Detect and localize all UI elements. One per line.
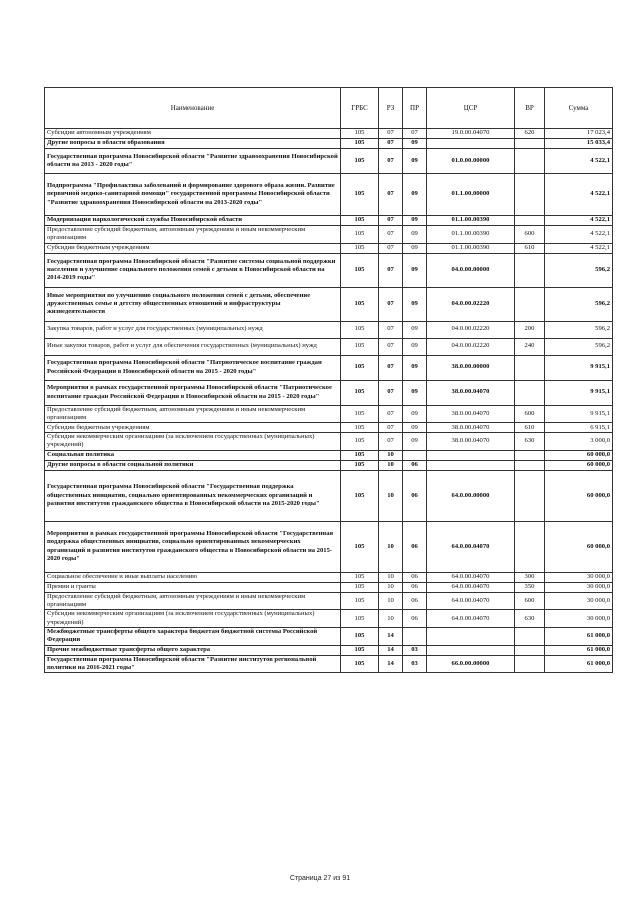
cell-csr [427, 460, 515, 470]
cell-rz: 10 [379, 521, 403, 572]
table-row [45, 321, 613, 338]
cell-sum: 60 000,0 [545, 460, 613, 470]
cell-vr: 600 [515, 405, 545, 423]
cell-csr: 38.0.00.04070 [427, 423, 515, 433]
cell-sum: 596,2 [545, 287, 613, 321]
cell-name: Модернизация наркологической службы Новосибирской области [45, 216, 341, 226]
cell-name: Межбюджетные трансферты общего характера бюджетам бюджетной системы Российской Федерации [45, 627, 341, 645]
cell-csr: 01.0.00.00000 [427, 149, 515, 174]
cell-pr: 09 [403, 253, 427, 287]
cell-rz: 07 [379, 405, 403, 423]
cell-pr: 09 [403, 433, 427, 451]
cell-sum: 4 522,1 [545, 149, 613, 174]
cell-vr: 600 [515, 592, 545, 610]
cell-name: Мероприятия в рамках государственной программы Новосибирской области "Патриотическое воспитание граждан Российской Федерации в Новосибирской области на 2015 - 2020 годы" [45, 380, 341, 405]
cell-grbs: 105 [341, 380, 379, 405]
cell-vr: 200 [515, 321, 545, 338]
cell-name: Премии и гранты [45, 582, 341, 592]
cell-rz: 07 [379, 149, 403, 174]
cell-sum: 30 000,0 [545, 582, 613, 592]
cell-csr: 38.0.00.04070 [427, 380, 515, 405]
cell-name: Иные закупки товаров, работ и услуг для обеспечения государственных (муниципальных) нужд [45, 338, 341, 355]
cell-name: Субсидии некоммерческим организациям (за исключением государственных (муниципальных) учреждений) [45, 610, 341, 628]
cell-csr [427, 627, 515, 645]
cell-name: Субсидии бюджетным учреждениям [45, 243, 341, 253]
cell-csr [427, 450, 515, 460]
cell-grbs: 105 [341, 139, 379, 149]
header-rz: РЗ [379, 88, 403, 129]
header-grbs: ГРБС [341, 88, 379, 129]
cell-vr: 300 [515, 572, 545, 582]
cell-rz: 07 [379, 243, 403, 253]
cell-pr: 06 [403, 610, 427, 628]
cell-sum: 30 000,0 [545, 610, 613, 628]
cell-sum: 596,2 [545, 321, 613, 338]
cell-csr: 64.0.00.04070 [427, 572, 515, 582]
cell-name: Предоставление субсидий бюджетным, автономным учреждениям и иным некоммерческим организациям [45, 226, 341, 244]
cell-csr [427, 645, 515, 655]
cell-grbs: 105 [341, 450, 379, 460]
cell-pr: 09 [403, 287, 427, 321]
cell-pr: 09 [403, 174, 427, 216]
cell-vr [515, 253, 545, 287]
cell-sum: 61 000,0 [545, 645, 613, 655]
table-row [45, 149, 613, 174]
table-row [45, 243, 613, 253]
cell-rz: 07 [379, 338, 403, 355]
cell-pr: 09 [403, 405, 427, 423]
cell-vr [515, 216, 545, 226]
cell-name: Государственная программа Новосибирской области "Государственная поддержка общественных инициатив, социально ориентированных некоммерческих организаций и развития институтов гражданского общества в Новосибирской области на 2015-2020 годы" [45, 470, 341, 521]
cell-rz: 07 [379, 174, 403, 216]
cell-sum: 4 522,1 [545, 226, 613, 244]
cell-name: Государственная программа Новосибирской области "Патриотическое воспитание граждан Российской Федерации в Новосибирской области на 2015 - 2020 годы" [45, 355, 341, 380]
cell-sum: 4 522,1 [545, 174, 613, 216]
cell-pr: 03 [403, 645, 427, 655]
cell-vr [515, 627, 545, 645]
cell-rz: 10 [379, 582, 403, 592]
table-row [45, 380, 613, 405]
cell-vr: 350 [515, 582, 545, 592]
cell-csr: 04.0.00.02220 [427, 338, 515, 355]
cell-name: Государственная программа Новосибирской области "Развитие здравоохранения Новосибирской области на 2013 - 2020 годы" [45, 149, 341, 174]
cell-pr: 09 [403, 321, 427, 338]
table-row [45, 450, 613, 460]
cell-name: Другие вопросы в области социальной политики [45, 460, 341, 470]
cell-rz: 10 [379, 470, 403, 521]
cell-name: Мероприятия в рамках государственной программы Новосибирской области "Государственная поддержка общественных инициатив, социально ориентированных некоммерческих организаций и развития институтов гражданского общества в Новосибирской области на 2015-2020 годы" [45, 521, 341, 572]
header-name: Наименование [45, 88, 341, 129]
cell-rz: 10 [379, 610, 403, 628]
cell-csr: 01.1.00.00390 [427, 216, 515, 226]
cell-rz: 07 [379, 253, 403, 287]
cell-grbs: 105 [341, 645, 379, 655]
table-row [45, 405, 613, 423]
table-body [45, 129, 613, 673]
cell-csr: 01.1.00.00390 [427, 243, 515, 253]
cell-csr: 04.0.00.02220 [427, 287, 515, 321]
cell-vr [515, 174, 545, 216]
cell-rz: 07 [379, 423, 403, 433]
cell-pr: 06 [403, 470, 427, 521]
header-pr: ПР [403, 88, 427, 129]
cell-csr: 38.0.00.00000 [427, 355, 515, 380]
cell-pr: 06 [403, 582, 427, 592]
page-number: Страница 27 из 91 [289, 875, 351, 882]
cell-pr [403, 627, 427, 645]
cell-pr: 06 [403, 572, 427, 582]
cell-csr: 38.0.00.04070 [427, 405, 515, 423]
table-row [45, 582, 613, 592]
cell-pr: 09 [403, 380, 427, 405]
cell-csr: 64.0.00.00000 [427, 470, 515, 521]
cell-pr: 09 [403, 226, 427, 244]
cell-sum: 596,2 [545, 338, 613, 355]
table-row [45, 423, 613, 433]
table-row [45, 645, 613, 655]
table-row [45, 592, 613, 610]
table-row [45, 572, 613, 582]
table-row [45, 610, 613, 628]
cell-rz: 14 [379, 655, 403, 673]
table-row [45, 433, 613, 451]
cell-rz: 07 [379, 380, 403, 405]
cell-pr: 06 [403, 592, 427, 610]
cell-csr: 01.1.00.00000 [427, 174, 515, 216]
cell-sum: 17 023,4 [545, 129, 613, 139]
cell-grbs: 105 [341, 253, 379, 287]
cell-csr: 04.0.00.00000 [427, 253, 515, 287]
cell-rz: 07 [379, 216, 403, 226]
cell-grbs: 105 [341, 355, 379, 380]
cell-name: Предоставление субсидий бюджетным, автономным учреждениям и иным некоммерческим организациям [45, 405, 341, 423]
cell-vr: 610 [515, 423, 545, 433]
cell-sum: 596,2 [545, 253, 613, 287]
table-row [45, 174, 613, 216]
cell-name: Прочие межбюджетные трансферты общего характера [45, 645, 341, 655]
cell-rz: 07 [379, 226, 403, 244]
cell-name: Социальное обеспечение и иные выплаты населению [45, 572, 341, 582]
cell-grbs: 105 [341, 582, 379, 592]
cell-name: Иные мероприятия по улучшению социального положения семей с детьми, обеспечение дружественных семье и детству общественных отношений и инфраструктуры жизнедеятельности [45, 287, 341, 321]
table-row [45, 627, 613, 645]
cell-name: Государственная программа Новосибирской области "Развитие институтов региональной политики на 2016-2021 годы" [45, 655, 341, 673]
cell-csr: 64.0.00.04070 [427, 592, 515, 610]
cell-grbs: 105 [341, 405, 379, 423]
cell-csr: 38.0.00.04070 [427, 433, 515, 451]
cell-name: Подпрограмма "Профилактика заболеваний и формирование здорового образа жизни. Развитие первичной медико-санитарной помощи" государственной программы Новосибирской области "Развитие здравоохранения Новосибирской области на 2013-2020 годы" [45, 174, 341, 216]
cell-rz: 14 [379, 645, 403, 655]
cell-vr [515, 287, 545, 321]
cell-grbs: 105 [341, 470, 379, 521]
cell-sum: 9 915,1 [545, 380, 613, 405]
cell-grbs: 105 [341, 521, 379, 572]
cell-pr: 09 [403, 338, 427, 355]
cell-pr: 09 [403, 243, 427, 253]
cell-grbs: 105 [341, 226, 379, 244]
cell-name: Предоставление субсидий бюджетным, автономным учреждениям и иным некоммерческим организациям [45, 592, 341, 610]
cell-rz: 10 [379, 592, 403, 610]
header-csr: ЦСР [427, 88, 515, 129]
cell-vr [515, 149, 545, 174]
cell-pr: 09 [403, 149, 427, 174]
cell-sum: 60 000,0 [545, 521, 613, 572]
cell-rz: 07 [379, 321, 403, 338]
cell-sum: 30 000,0 [545, 572, 613, 582]
cell-grbs: 105 [341, 129, 379, 139]
cell-pr: 09 [403, 423, 427, 433]
cell-grbs: 105 [341, 149, 379, 174]
cell-csr: 04.0.00.02220 [427, 321, 515, 338]
cell-name: Государственная программа Новосибирской области "Развитие системы социальной поддержки населения и улучшение социального положения семей с детьми в Новосибирской области на 2014-2019 годы" [45, 253, 341, 287]
header-row [45, 88, 613, 129]
cell-pr: 09 [403, 139, 427, 149]
cell-grbs: 105 [341, 627, 379, 645]
cell-csr: 64.0.00.04070 [427, 610, 515, 628]
cell-pr: 06 [403, 460, 427, 470]
cell-name: Субсидии некоммерческим организациям (за исключением государственных (муниципальных) учреждений) [45, 433, 341, 451]
cell-sum: 61 000,0 [545, 655, 613, 673]
cell-name: Закупка товаров, работ и услуг для государственных (муниципальных) нужд [45, 321, 341, 338]
cell-pr: 06 [403, 521, 427, 572]
header-vr: ВР [515, 88, 545, 129]
cell-csr: 64.0.00.04070 [427, 582, 515, 592]
cell-rz: 07 [379, 433, 403, 451]
table-row [45, 655, 613, 673]
cell-grbs: 105 [341, 338, 379, 355]
cell-vr [515, 380, 545, 405]
table-row [45, 338, 613, 355]
cell-rz: 07 [379, 355, 403, 380]
cell-name: Субсидии бюджетным учреждениям [45, 423, 341, 433]
cell-grbs: 105 [341, 243, 379, 253]
cell-rz: 10 [379, 460, 403, 470]
cell-vr [515, 450, 545, 460]
cell-grbs: 105 [341, 460, 379, 470]
cell-sum: 30 000,0 [545, 592, 613, 610]
cell-rz: 07 [379, 139, 403, 149]
table-row [45, 226, 613, 244]
cell-sum: 60 000,0 [545, 450, 613, 460]
cell-rz: 07 [379, 129, 403, 139]
cell-grbs: 105 [341, 321, 379, 338]
cell-pr: 09 [403, 355, 427, 380]
cell-name: Субсидии автономным учреждениям [45, 129, 341, 139]
cell-sum: 60 000,0 [545, 470, 613, 521]
cell-csr: 19.0.00.04070 [427, 129, 515, 139]
table-row [45, 139, 613, 149]
table-row [45, 216, 613, 226]
table-row [45, 253, 613, 287]
header-sum: Сумма [545, 88, 613, 129]
table-row [45, 460, 613, 470]
cell-csr: 64.0.00.04070 [427, 521, 515, 572]
cell-vr [515, 355, 545, 380]
cell-vr: 240 [515, 338, 545, 355]
cell-pr: 09 [403, 216, 427, 226]
cell-vr: 630 [515, 433, 545, 451]
cell-sum: 9 915,1 [545, 405, 613, 423]
cell-rz: 10 [379, 450, 403, 460]
cell-grbs: 105 [341, 433, 379, 451]
cell-grbs: 105 [341, 174, 379, 216]
cell-rz: 07 [379, 287, 403, 321]
cell-sum: 61 000,0 [545, 627, 613, 645]
cell-sum: 15 033,4 [545, 139, 613, 149]
cell-grbs: 105 [341, 572, 379, 582]
cell-vr [515, 521, 545, 572]
cell-grbs: 105 [341, 592, 379, 610]
cell-pr: 03 [403, 655, 427, 673]
cell-csr [427, 139, 515, 149]
cell-rz: 14 [379, 627, 403, 645]
cell-rz: 10 [379, 572, 403, 582]
cell-grbs: 105 [341, 423, 379, 433]
cell-vr: 620 [515, 129, 545, 139]
cell-grbs: 105 [341, 216, 379, 226]
cell-vr [515, 645, 545, 655]
table-row [45, 129, 613, 139]
table-row [45, 355, 613, 380]
cell-sum: 6 915,1 [545, 423, 613, 433]
table-row [45, 521, 613, 572]
cell-vr: 630 [515, 610, 545, 628]
cell-vr [515, 470, 545, 521]
table-row [45, 470, 613, 521]
cell-vr: 600 [515, 226, 545, 244]
cell-csr: 66.0.00.00000 [427, 655, 515, 673]
cell-vr [515, 139, 545, 149]
table-row [45, 287, 613, 321]
cell-name: Другие вопросы в области образования [45, 139, 341, 149]
table-header [45, 88, 613, 129]
cell-grbs: 105 [341, 287, 379, 321]
cell-pr: 07 [403, 129, 427, 139]
cell-name: Социальная политика [45, 450, 341, 460]
cell-vr [515, 655, 545, 673]
budget-table [44, 87, 613, 673]
cell-csr: 01.1.00.00390 [427, 226, 515, 244]
cell-grbs: 105 [341, 610, 379, 628]
cell-vr [515, 460, 545, 470]
cell-sum: 4 522,1 [545, 216, 613, 226]
cell-vr: 610 [515, 243, 545, 253]
cell-grbs: 105 [341, 655, 379, 673]
cell-sum: 4 522,1 [545, 243, 613, 253]
cell-sum: 3 000,0 [545, 433, 613, 451]
cell-pr [403, 450, 427, 460]
cell-sum: 9 915,1 [545, 355, 613, 380]
